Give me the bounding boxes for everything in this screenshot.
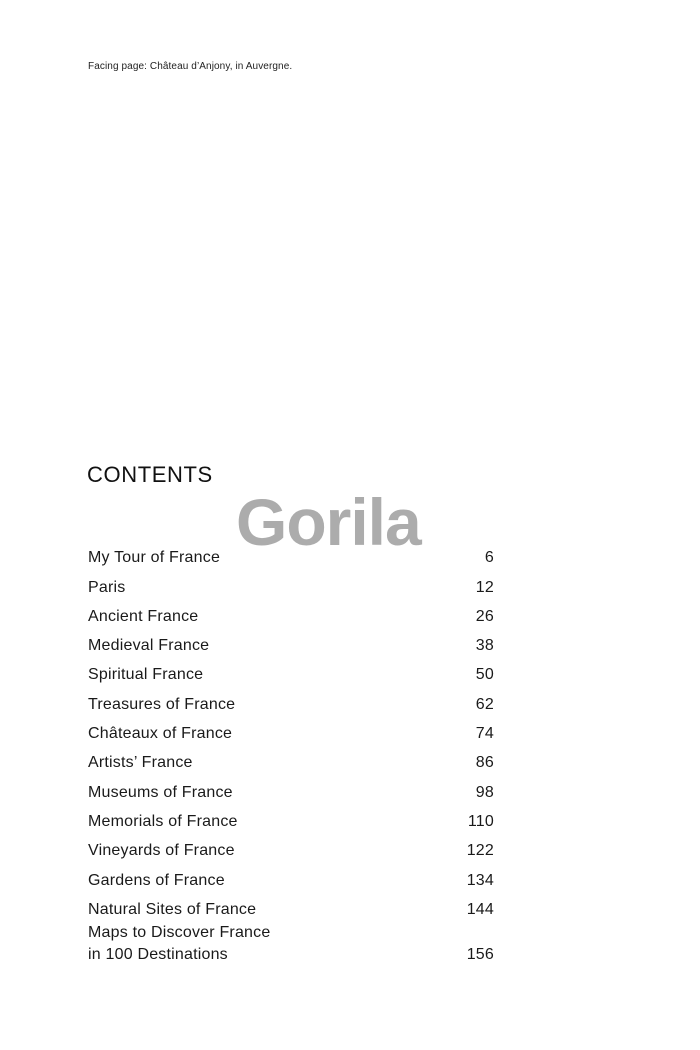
toc-entry-my-tour[interactable] [88, 540, 494, 569]
toc-entry-title: Memorials of France [88, 812, 238, 830]
toc-entry-title: Ancient France [88, 607, 199, 625]
toc-entry-chateaux-of-france[interactable] [88, 716, 494, 745]
contents-heading: CONTENTS [87, 462, 213, 487]
toc-entry-page-number: 50 [475, 666, 494, 684]
toc-entry-title: Museums of France [88, 783, 233, 801]
toc-entry-maps-to-discover-france[interactable] [88, 921, 494, 966]
toc-entry-page-number: 86 [475, 754, 494, 772]
toc-entry-page-number: 12 [475, 578, 494, 596]
toc-entry-title: Natural Sites of France [88, 900, 257, 918]
toc-entry-treasures-of-france[interactable] [88, 686, 494, 715]
toc-entry-paris[interactable] [88, 569, 494, 598]
toc-entry-natural-sites-of-france[interactable] [88, 892, 494, 921]
toc-entry-page-number: 156 [466, 945, 494, 963]
toc-entry-ancient-france[interactable] [88, 599, 494, 628]
toc-entry-page-number: 6 [484, 549, 494, 567]
toc-entry-page-number: 62 [475, 695, 494, 713]
toc-entry-page-number: 134 [466, 871, 494, 889]
toc-entry-page-number: 122 [466, 842, 494, 860]
toc-entry-museums-of-france[interactable] [88, 774, 494, 803]
toc-entry-title: Châteaux of France [88, 725, 233, 743]
toc-entry-memorials-of-france[interactable] [88, 804, 494, 833]
toc-entry-page-number: 38 [475, 637, 494, 655]
toc-entry-page-number: 74 [475, 725, 494, 743]
toc-entry-title: My Tour of France [88, 549, 221, 567]
toc-entry-title: Treasures of France [88, 695, 236, 713]
toc-entry-title: Spiritual France [88, 666, 204, 684]
toc-entry-gardens-of-france[interactable] [88, 862, 494, 891]
toc-entry-page-number: 26 [475, 607, 494, 625]
toc-entry-spiritual-france[interactable] [88, 657, 494, 686]
table-of-contents [88, 540, 494, 966]
toc-entry-title: Maps to Discover France in 100 Destinations [88, 923, 271, 963]
toc-entry-page-number: 144 [466, 900, 494, 918]
toc-entry-artists-france[interactable] [88, 745, 494, 774]
toc-entry-title: Medieval France [88, 637, 210, 655]
toc-entry-medieval-france[interactable] [88, 628, 494, 657]
toc-entry-vineyards-of-france[interactable] [88, 833, 494, 862]
toc-entry-page-number: 98 [475, 783, 494, 801]
toc-entry-title: Gardens of France [88, 871, 225, 889]
toc-entry-title: Paris [88, 578, 126, 596]
watermark-logo: Gorila [236, 485, 421, 559]
toc-entry-title: Artists’ France [88, 754, 193, 772]
photo-caption: Facing page: Château d’Anjony, in Auvergne. [88, 61, 293, 72]
toc-entry-page-number: 110 [467, 812, 494, 830]
toc-entry-title: Vineyards of France [88, 842, 235, 860]
